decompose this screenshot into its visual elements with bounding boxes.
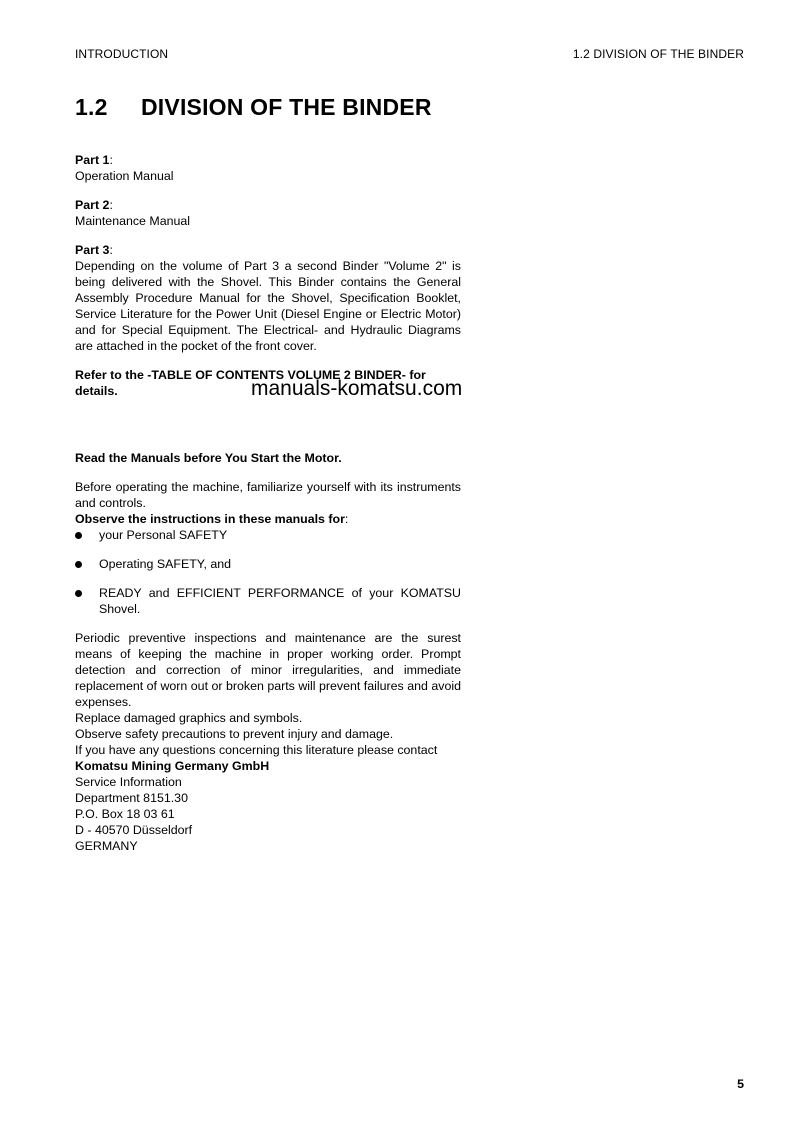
part-1-label: Part 1 bbox=[75, 153, 110, 167]
read-manuals-heading: Read the Manuals before You Start the Motor. bbox=[75, 451, 342, 465]
part-2-label: Part 2 bbox=[75, 198, 110, 212]
familiarize-paragraph: Before operating the machine, familiarize yourself with its instruments and controls. bbox=[75, 480, 461, 510]
part-2 bbox=[75, 197, 461, 229]
bullet-dot-icon bbox=[75, 561, 82, 568]
binder-parts bbox=[75, 152, 461, 399]
bullet-text: READY and EFFICIENT PERFORMANCE of your KOMATSU Shovel. bbox=[99, 586, 461, 616]
address-line: Department 8151.30 bbox=[75, 791, 188, 805]
part-1-text: Operation Manual bbox=[75, 169, 174, 183]
company-name: Komatsu Mining Germany GmbH bbox=[75, 759, 270, 773]
bullet-item bbox=[75, 585, 461, 617]
bullet-text: your Personal SAFETY bbox=[99, 528, 228, 542]
running-header-chapter: 1.2 DIVISION OF THE BINDER bbox=[572, 47, 744, 61]
contact-paragraph: If you have any questions concerning this literature please contact bbox=[75, 743, 438, 757]
part-2-colon: : bbox=[109, 198, 113, 212]
address-block bbox=[75, 774, 461, 854]
part-3-colon: : bbox=[109, 243, 113, 257]
running-header-section: INTRODUCTION bbox=[75, 47, 169, 61]
bullet-text: Operating SAFETY, and bbox=[99, 557, 232, 571]
safety-bullet-list bbox=[75, 527, 461, 617]
bullet-item bbox=[75, 556, 461, 572]
part-1 bbox=[75, 152, 461, 184]
bullet-dot-icon bbox=[75, 590, 82, 597]
bullet-item bbox=[75, 527, 461, 543]
table-of-contents-note: Refer to the -TABLE OF CONTENTS VOLUME 2 BINDER- for details. bbox=[75, 368, 426, 398]
maintenance-paragraph: Periodic preventive inspections and maintenance are the surest means of keeping the machine in proper working order. Prompt detection and correction of minor irregularities, and immediate replacement of worn out or broken parts will prevent failures and avoid expenses. bbox=[75, 631, 461, 709]
section-number: 1.2 bbox=[75, 94, 108, 120]
address-line: GERMANY bbox=[75, 839, 138, 853]
address-line: P.O. Box 18 03 61 bbox=[75, 807, 175, 821]
page-title bbox=[75, 94, 432, 121]
part-1-colon: : bbox=[109, 153, 113, 167]
section-title: DIVISION OF THE BINDER bbox=[141, 94, 432, 120]
watermark: manuals-komatsu.com bbox=[251, 377, 463, 400]
observe-heading-colon: : bbox=[344, 512, 349, 526]
part-3-text: Depending on the volume of Part 3 a second Binder "Volume 2" is being delivered with the Shovel. This Binder contains the General Assembly Procedure Manual for the Shovel, Specification Booklet, Service Literature for the Power Unit (Diesel Engine or Electric Motor) and for Special Equipment. The Electrical- and Hydraulic Diagrams are attached in the pocket of the front cover. bbox=[75, 259, 461, 353]
part-2-text: Maintenance Manual bbox=[75, 214, 191, 228]
address-line: Service Information bbox=[75, 775, 182, 789]
address-line: D - 40570 Düsseldorf bbox=[75, 823, 193, 837]
page-number: 5 bbox=[737, 1077, 744, 1091]
bullet-dot-icon bbox=[75, 532, 82, 539]
part-3-label: Part 3 bbox=[75, 243, 110, 257]
instructions-section bbox=[75, 479, 461, 854]
part-3 bbox=[75, 242, 461, 354]
observe-heading bbox=[75, 511, 461, 527]
observe-heading-text: Observe the instructions in these manuals for bbox=[75, 512, 345, 526]
graphics-paragraph: Replace damaged graphics and symbols. bbox=[75, 711, 303, 725]
safety-paragraph: Observe safety precautions to prevent injury and damage. bbox=[75, 727, 394, 741]
